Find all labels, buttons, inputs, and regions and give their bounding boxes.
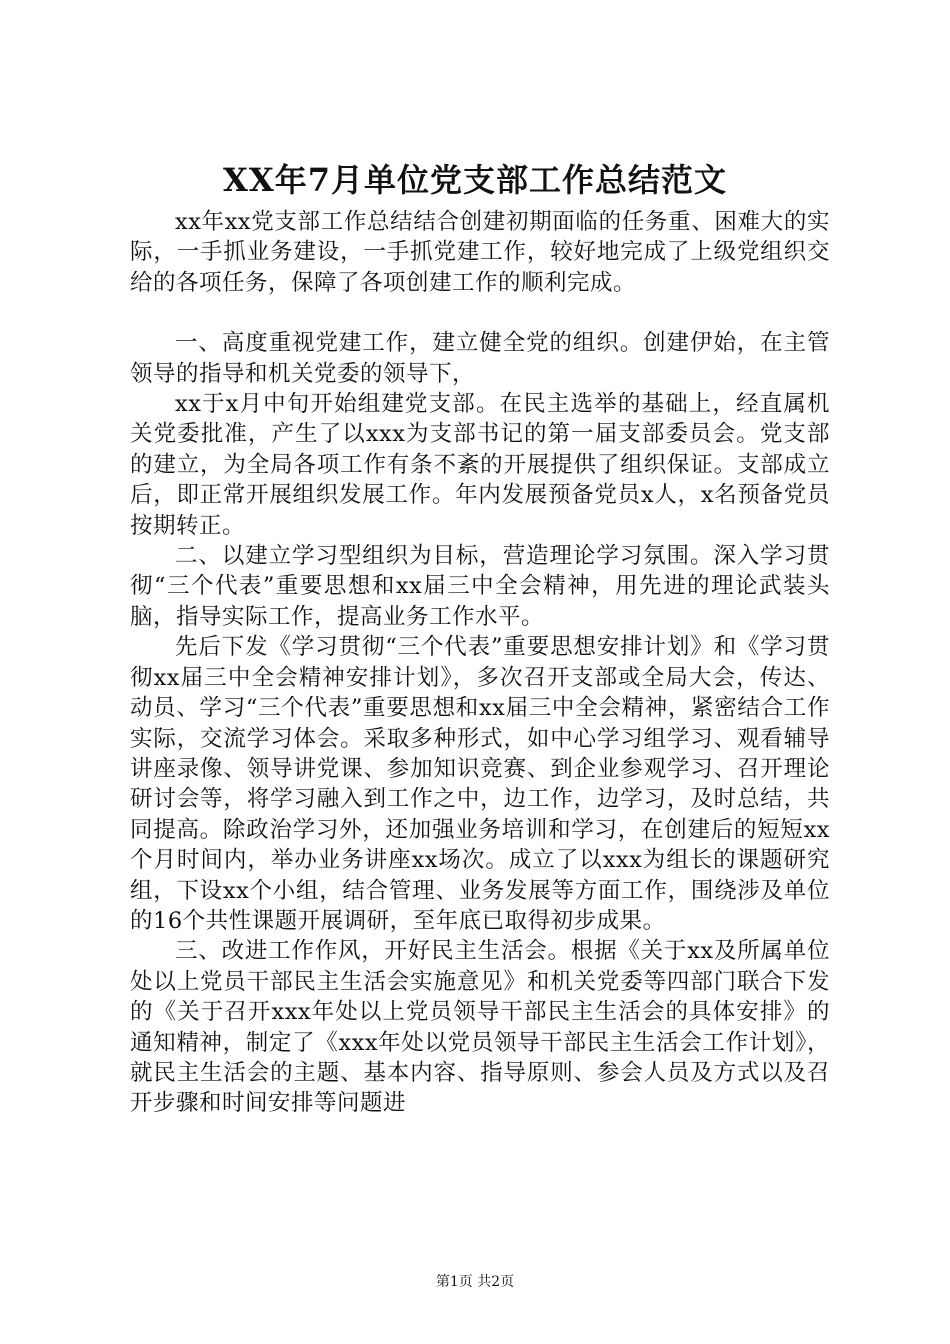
paragraph-section-1: 一、高度重视党建工作，建立健全党的组织。创建伊始，在主管领导的指导和机关党委的领导下， (130, 330, 830, 387)
document-body (130, 207, 830, 1119)
paragraph-section-3: 三、改进工作作风，开好民主生活会。根据《关于xx及所属单位处以上党员干部民主生活会实施意见》和机关党委等四部门联合下发的《关于召开xxx年处以上党员领导干部民主生活会的具体安排》的通知精神，制定了《xxx年处以党员领导干部民主生活会工作计划》，就民主生活会的主题、基本内容、指导原则、参会人员及方式以及召开步骤和时间安排等问题进 (130, 938, 830, 1117)
paragraph-section-1-detail: xx于x月中旬开始组建党支部。在民主选举的基础上，经直属机关党委批准，产生了以xxx为支部书记的第一届支部委员会。党支部的建立，为全局各项工作有条不紊的开展提供了组织保证。支部成立后，即正常开展组织发展工作。年内发展预备党员x人，x名预备党员按期转正。 (130, 391, 830, 539)
paragraph-intro: xx年xx党支部工作总结结合创建初期面临的任务重、困难大的实际，一手抓业务建设，一手抓党建工作，较好地完成了上级党组织交给的各项任务，保障了各项创建工作的顺利完成。 (130, 209, 830, 296)
document-title: XX年7月单位党支部工作总结范文 (223, 161, 727, 199)
page-footer: 第1页 共2页 (435, 1274, 515, 1290)
paragraph-section-2-detail: 先后下发《学习贯彻“三个代表”重要思想安排计划》和《学习贯彻xx届三中全会精神安排计划》，多次召开支部或全局大会，传达、动员、学习“三个代表”重要思想和xx届三中全会精神，紧密结合工作实际，交流学习体会。采取多种形式，如中心学习组学习、观看辅导讲座录像、领导讲党课、参加知识竞赛、到企业参观学习、召开理论研讨会等，将学习融入到工作之中，边工作，边学习，及时总结，共同提高。除政治学习外，还加强业务培训和学习，在创建后的短短xx个月时间内，举办业务讲座xx场次。成立了以xxx为组长的课题研究组，下设xx个小组，结合管理、业务发展等方面工作，围绕涉及单位的16个共性课题开展调研，至年底已取得初步成果。 (130, 634, 830, 934)
paragraph-section-2: 二、以建立学习型组织为目标，营造理论学习氛围。深入学习贯彻“三个代表”重要思想和xx届三中全会精神，用先进的理论武装头脑，指导实际工作，提高业务工作水平。 (130, 543, 830, 630)
